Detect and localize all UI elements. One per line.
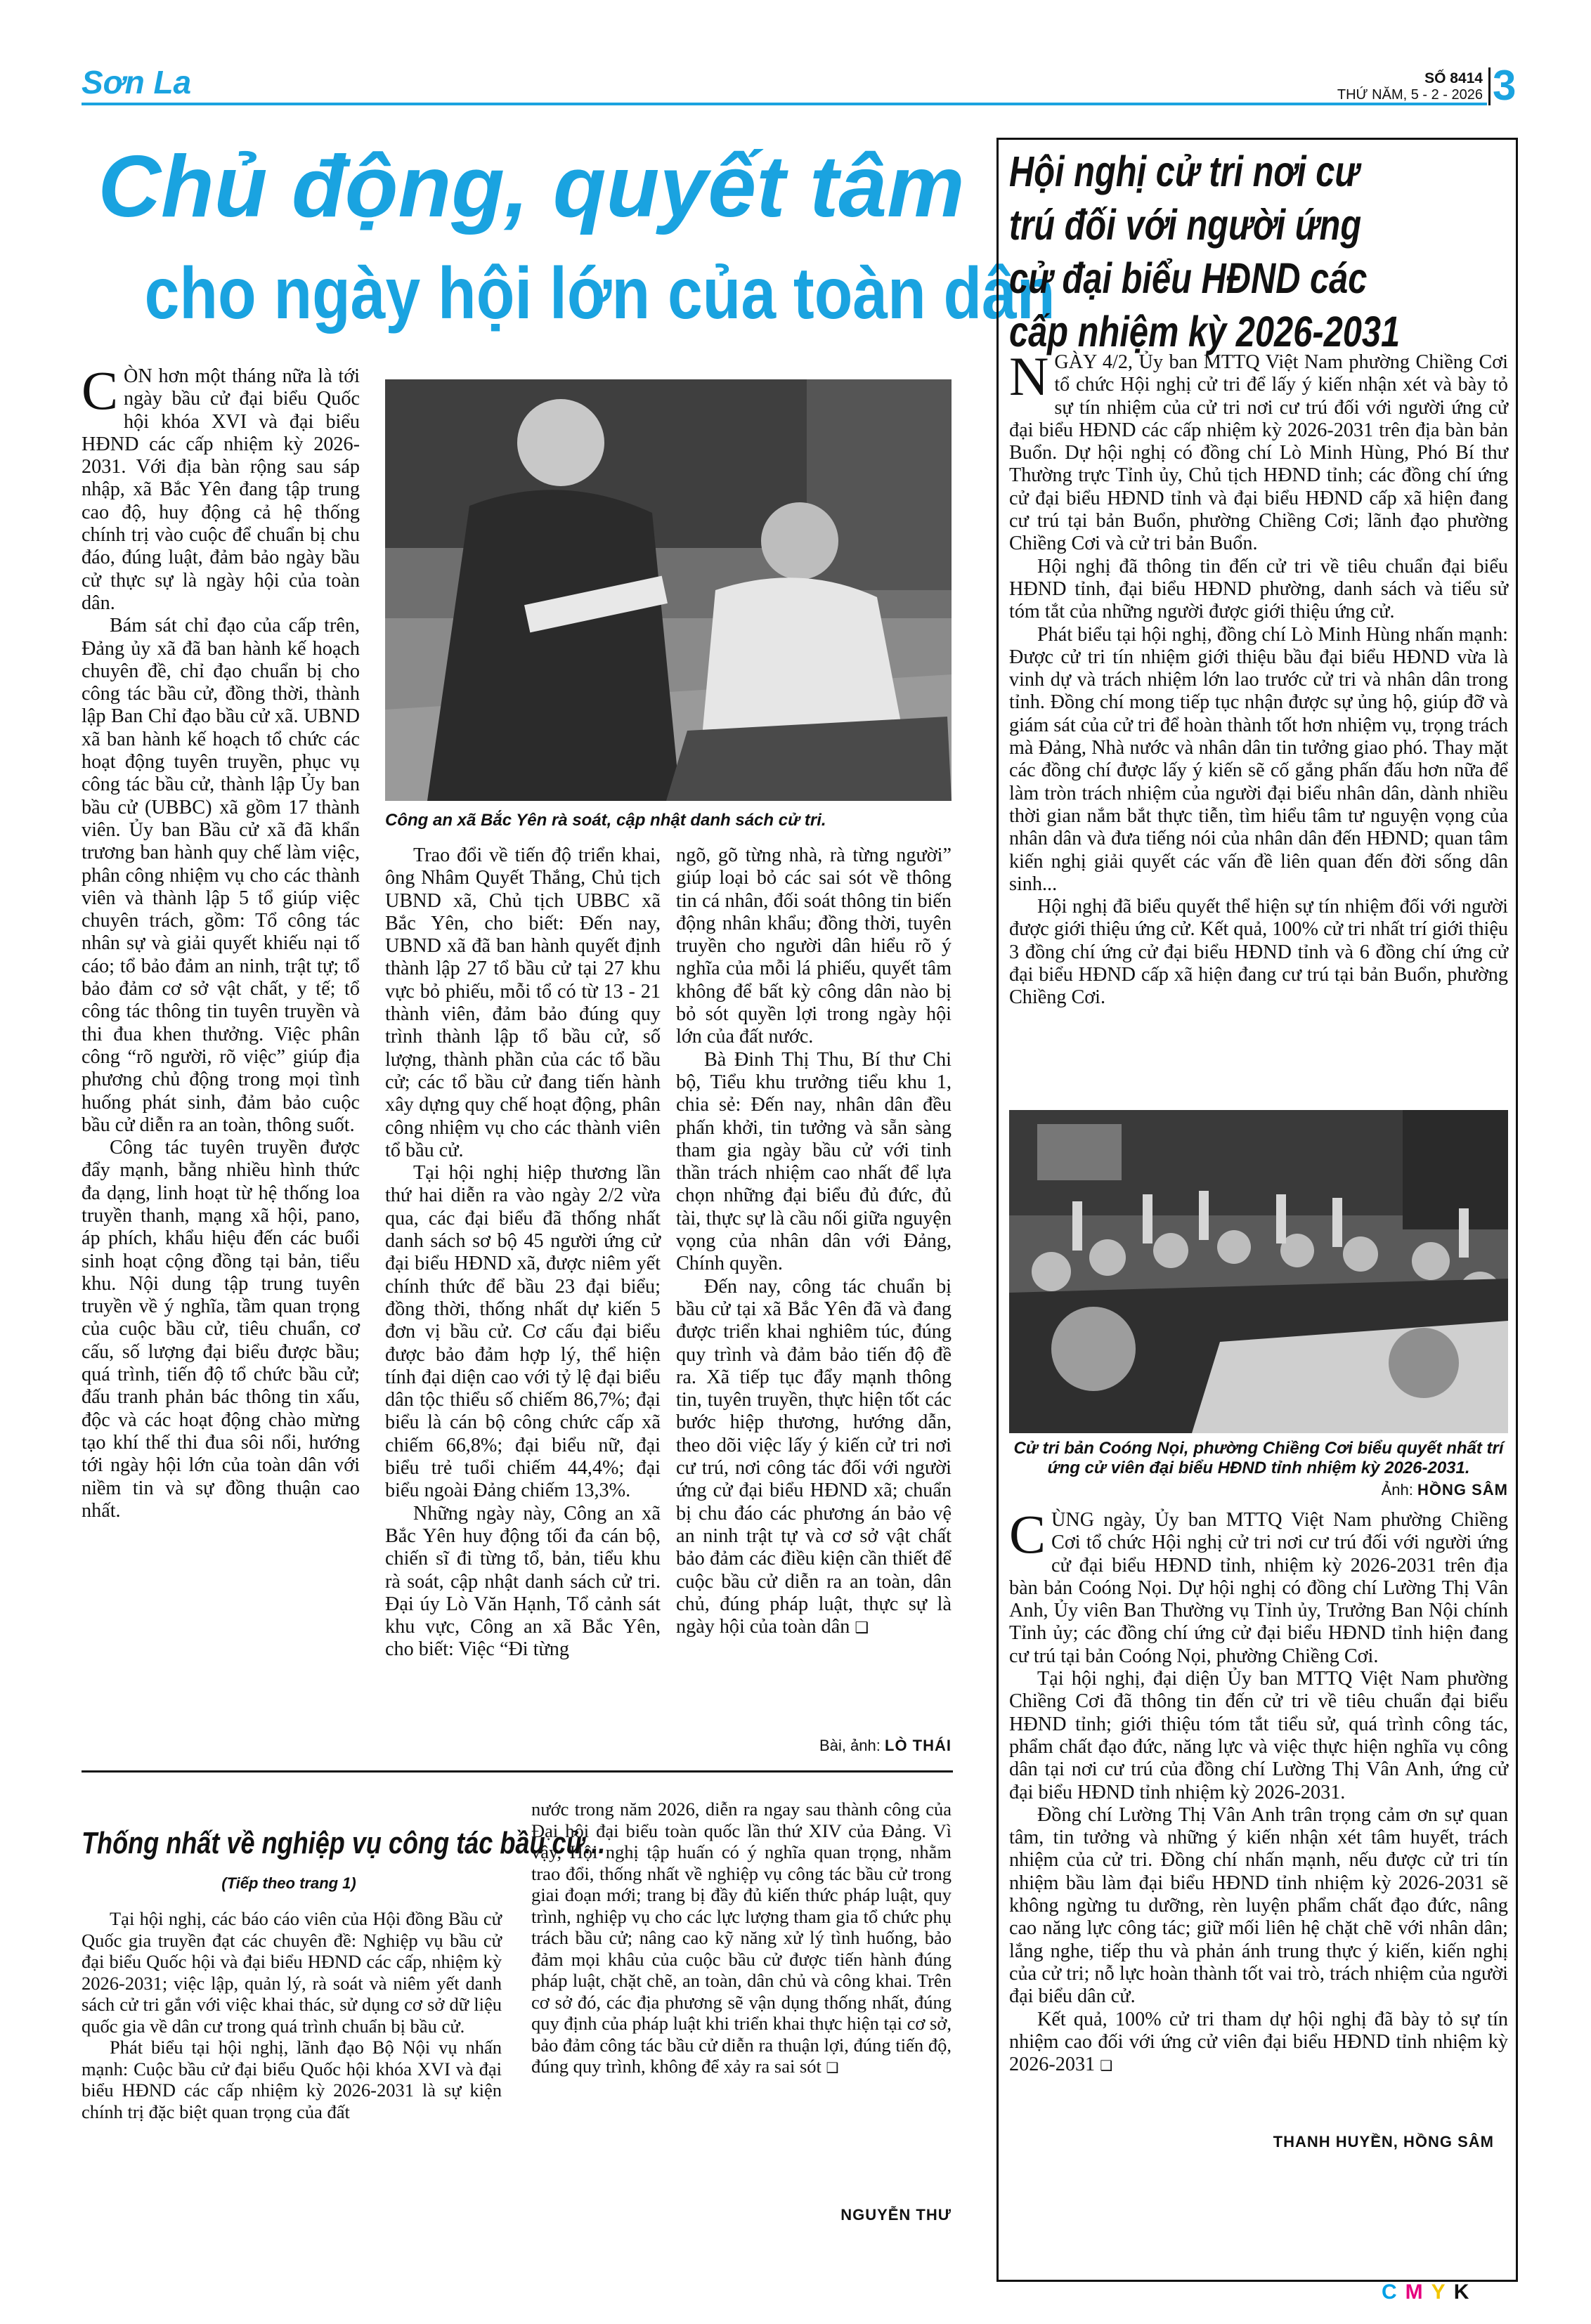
main-col1: [82, 360, 360, 1522]
photo-caption: Công an xã Bắc Yên rà soát, cập nhật danh sách cử tri.: [385, 811, 826, 830]
paragraph: Trao đổi về tiến độ triển khai, ông Nhâm Quyết Thắng, Chủ tịch UBND xã, Chủ tịch UBBC xã Bắc Yên, cho biết: Đến nay, UBND xã đã ban hành quyết định thành lập 27 tổ bầu cử tại 27 khu vực bỏ phiếu, mỗi tổ có từ 13 - 21 thành viên, đảm bảo đúng quy trình thành lập tổ bầu cử, số lượng, thành phần của các tổ bầu cử; các tổ bầu cử đang tiến hành xây dựng quy chế hoạt động, phân công nhiệm vụ cho các thành viên tổ bầu cử.: [385, 844, 661, 1161]
drop-cap: C: [1009, 1503, 1046, 1565]
cmyk-marks: [1382, 2280, 1477, 2304]
photo-voters-raising-hands: [1009, 1110, 1508, 1433]
main-col3: [676, 844, 952, 1639]
drop-cap: C: [82, 360, 119, 421]
credit-name: HỒNG SÂM: [1417, 1481, 1508, 1499]
main-byline: [676, 1737, 952, 1755]
credit-prefix: Ảnh:: [1381, 1481, 1413, 1499]
cmyk-k: K: [1453, 2280, 1478, 2304]
paragraph: Đến nay, công tác chuẩn bị bầu cử tại xã Bắc Yên đã và đang được triển khai nghiêm túc, đúng quy trình và đảm bảo tiến độ đề ra. Xã tiếp tục đẩy mạnh thông tin, tuyên truyền, thực hiện tốt các bước hiệp thương, hướng dẫn, theo dõi việc lấy ý kiến cử tri nơi cư trú, nơi công tác đối với người ứng cử đại biểu HĐND xã; chuẩn bị chu đáo các phương án bảo vệ an ninh trật tự và cơ sở vật chất bảo đảm các điều kiện cần thiết để cuộc bầu cử diễn ra an toàn, dân chủ, đúng pháp luật, thực sự là ngày hội của toàn dân: [676, 1275, 952, 1638]
continued-note: (Tiếp theo trang 1): [221, 1874, 356, 1892]
photo-credit: [1009, 1481, 1508, 1499]
paragraph: Tại hội nghị, đại diện Ủy ban MTTQ Việt Nam phường Chiềng Cơi đã thông tin đến cử tri về tiêu chuẩn đại biểu HĐND tỉnh; giới thiệu tóm tắt tiểu sử, quá trình công tác, phẩm chất đạo đức, năng lực và việc thực hiện nghĩa vụ công dân tại nơi cư trú của đồng chí Lường Thị Vân Anh, ứng cử đại biểu HĐND tỉnh nhiệm kỳ 2026-2031.: [1009, 1668, 1508, 1803]
sub-article-rule: [82, 1770, 953, 1773]
sub-col1: [82, 1908, 502, 2122]
page-number: 3: [1493, 62, 1517, 109]
paragraph: ÙNG ngày, Ủy ban MTTQ Việt Nam phường Chiềng Cơi tổ chức Hội nghị cử tri nơi cư trú đối với người ứng cử đại biểu HĐND tỉnh, nhiệm kỳ 2026-2031 trên địa bàn bản Coóng Nọi. Dự hội nghị có đồng chí Lường Thị Vân Anh, Ủy viên Ban Thường vụ Tỉnh ủy, Trưởng Ban Nội chính Tỉnh ủy; các đồng chí ứng cử đại biểu HĐND tỉnh hiện đang cư trú tại bản Coóng Nọi, phường Chiềng Cơi.: [1009, 1509, 1508, 1667]
photo-police-voter-list: [385, 379, 952, 801]
drop-cap: N: [1009, 346, 1049, 407]
byline-name: LÒ THÁI: [885, 1737, 952, 1754]
paragraph: Tại hội nghị, các báo cáo viên của Hội đồng Bầu cử Quốc gia truyền đạt các chuyên đề: Nghiệp vụ bầu cử đại biểu Quốc hội và đại biểu HĐND các cấp, nhiệm kỳ 2026-2031; việc lập, quản lý, rà soát và niêm yết danh sách cử tri gắn với việc khai thác, sử dụng cơ sở dữ liệu quốc gia về dân cư trong quá trình chuẩn bị bầu cử.: [82, 1908, 502, 2037]
paragraph: Hội nghị đã thông tin đến cử tri về tiêu chuẩn đại biểu HĐND tỉnh, đại biểu HĐND phường, danh sách và tiểu sử tóm tắt của những người được giới thiệu ứng cử.: [1009, 555, 1508, 623]
paragraph: Phát biểu tại hội nghị, đồng chí Lò Minh Hùng nhấn mạnh: Được cử tri tín nhiệm giới thiệu bầu đại biểu HĐND vừa là vinh dự và trách nhiệm lớn lao trước cử tri và nhân dân trong tỉnh. Đồng chí mong tiếp tục nhận được sự ủng hộ, giúp đỡ và giám sát của cử tri để hoàn thành tốt hơn nhiệm vụ, trọng trách mà Đảng, Nhà nước và nhân dân tin tưởng giao phó. Thay mặt các đồng chí được lấy ý kiến sẽ cố gắng phấn đấu hơn nữa để làm tròn trách nhiệm của người đại biểu nhân dân, dành nhiều thời gian nắm bắt thực tiễn, tìm hiểu tâm tư nguyện vọng của nhân dân và đưa tiếng nói của nhân dân đến HĐND; quan tâm kiến nghị giải quyết các vấn đề liên quan đến đời sống dân sinh...: [1009, 623, 1508, 895]
lead-paragraph: GÀY 4/2, Ủy ban MTTQ Việt Nam phường Chiềng Cơi tổ chức Hội nghị cử tri để lấy ý kiến nhận xét và bày tỏ sự tín nhiệm của cử tri nơi cư trú đối với người ứng cử đại biểu HĐND các cấp nhiệm kỳ 2026-2031 trên địa bàn bản Buổn. Dự hội nghị có đồng chí Lò Minh Hùng, Phó Bí thư Thường trực Tỉnh ủy, Chủ tịch HĐND tỉnh; các đồng chí ứng cử đại biểu HĐND tỉnh và đại biểu HĐND cấp xã hiện đang cư trú tại bản Buổn, phường Chiềng Cơi; lãnh đạo phường Chiềng Cơi và cử tri bản Buổn.: [1009, 351, 1508, 555]
lead-paragraph: ÒN hơn một tháng nữa là tới ngày bầu cử đại biểu Quốc hội khóa XVI và đại biểu HĐND các cấp nhiệm kỳ 2026-2031. Với địa bàn rộng sau sáp nhập, xã Bắc Yên đang tập trung cao độ, huy động cả hệ thống chính trị vào cuộc để chuẩn bị chu đáo, đúng luật, đảm bảo ngày bầu cử thực sự là ngày hội của toàn dân.: [82, 365, 360, 614]
sub-byline: [745, 2206, 952, 2224]
paragraph: Bám sát chỉ đạo của cấp trên, Đảng ủy xã đã ban hành kế hoạch chuyên đề, chỉ đạo chuẩn bị cho công tác bầu cử, đồng thời, thành lập Ban Chỉ đạo bầu cử xã. UBND xã ban hành kế hoạch tổ chức các hoạt động tuyên truyền, phục vụ công tác bầu cử, thành lập Ủy ban bầu cử (UBBC) xã gồm 17 thành viên. Ủy ban Bầu cử xã đã khẩn trương ban hành quy chế làm việc, phân công nhiệm vụ cho các thành viên và thành lập 5 tổ giúp việc chuyên trách, gồm: Tổ công tác nhân sự và giải quyết khiếu nại tố cáo; tổ bảo đảm an ninh, trật tự; tổ bảo đảm cơ sở vật chất, y tế; tổ công tác thông tin tuyên truyền và thi đua khen thưởng. Việc phân công “rõ người, rõ việc” giúp địa phương chủ động trong mọi tình huống phát sinh, đảm bảo cuộc bầu cử diễn ra an toàn, thông suốt.: [82, 615, 360, 1136]
section-label: Sơn La: [82, 64, 192, 100]
photo-caption: Cử tri bản Coóng Nọi, phường Chiềng Cơi biểu quyết nhất trí ứng cử viên đại biểu HĐND tỉnh nhiệm kỳ 2026-2031.: [1013, 1439, 1504, 1477]
header-rule: [82, 103, 1487, 105]
paragraph: Tại hội nghị hiệp thương lần thứ hai diễn ra vào ngày 2/2 vừa qua, các đại biểu đã thống nhất danh sách sơ bộ 45 người ứng cử đại biểu HĐND xã, được niêm yết chính thức để bầu 23 đại biểu; đồng thời, thống nhất dự kiến 5 đơn vị bầu cử. Cơ cấu đại biểu được bảo đảm hợp lý, thể hiện tính đại diện cao với tỷ lệ đại biểu dân tộc thiểu số chiếm 86,7%; đại biểu là cán bộ công chức cấp xã chiếm 66,8%; đại biểu nữ, đại biểu trẻ tuổi chiếm 44,4%; đại biểu ngoài Đảng chiếm 13,3%.: [385, 1162, 661, 1502]
byline-prefix: Bài, ảnh:: [819, 1737, 881, 1754]
end-mark: ❑: [855, 1619, 869, 1637]
main-title-line1: Chủ động, quyết tâm: [98, 138, 965, 235]
side-article-title: Hội nghị cử tri nơi cư trú đối với người ứng cử đại biểu HĐND các cấp nhiệm kỳ 2026-2031: [1009, 148, 1401, 355]
byline-name: NGUYỄN THƯ: [840, 2206, 952, 2224]
paragraph: Phát biểu tại hội nghị, lãnh đạo Bộ Nội vụ nhấn mạnh: Cuộc bầu cử đại biểu Quốc hội khóa XVI và đại biểu HĐND các cấp nhiệm kỳ 2026-2031 là sự kiện chính trị đặc biệt quan trọng của đất: [82, 2037, 502, 2122]
main-title-line2: cho ngày hội lớn của toàn dân: [144, 253, 1056, 334]
paragraph: Đồng chí Lường Thị Vân Anh trân trọng cảm ơn sự quan tâm, tin tưởng và những ý kiến nhận xét tâm huyết, trách nhiệm của cử tri. Đồng chí nhấn mạnh, nếu được cử tri tín nhiệm bầu làm đại biểu HĐND tỉnh nhiệm kỳ 2026-2031 sẽ không ngừng tu dưỡng, rèn luyện phẩm chất đạo đức, nâng cao năng lực công tác; giữ mối liên hệ chặt chẽ với nhân dân; lắng nghe, tiếp thu và phản ánh trung thực ý kiến, kiến nghị của cử tri; nỗ lực hoàn thành tốt vai trò, trách nhiệm của người đại biểu dân cử.: [1009, 1803, 1508, 2008]
paragraph: Công tác tuyên truyền được đẩy mạnh, bằng nhiều hình thức đa dạng, linh hoạt từ hệ thống loa truyền thanh, mạng xã hội, pano, áp phích, khẩu hiệu đến các buổi sinh hoạt cộng đồng tại bản, tiểu khu. Nội dung tập trung tuyên truyền về ý nghĩa, tầm quan trọng của cuộc bầu cử, tiêu chuẩn, cơ cấu, số lượng đại biểu được bầu; quá trình, tiến độ tổ chức bầu cử; đấu tranh phản bác thông tin xấu, độc và các hoạt động chào mừng tạo khí thế thi đua sôi nổi, hướng tới ngày hội lớn của toàn dân với niềm tin và sự đồng thuận cao nhất.: [82, 1137, 360, 1522]
side-col-bottom: [1009, 1503, 1508, 2077]
header-vertical-rule: [1488, 67, 1491, 105]
byline-name: THANH HUYỀN, HỒNG SÂM: [1273, 2133, 1494, 2150]
sub-article-title: Thống nhất về nghiệp vụ công tác bầu cử...: [82, 1826, 606, 1860]
issue-number: SỐ 8414: [1424, 70, 1483, 86]
main-col2: [385, 844, 661, 1662]
side-col-top: [1009, 346, 1508, 1010]
paragraph: nước trong năm 2026, diễn ra ngay sau thành công của Đại hội đại biểu toàn quốc lần thứ XIV của Đảng. Vì vậy, Hội nghị tập huấn có ý nghĩa quan trọng, nhằm trao đổi, thống nhất về nghiệp vụ công tác bầu cử trong giai đoạn mới; trang bị đầy đủ kiến thức pháp luật, quy trình, nghiệp vụ cho các lực lượng tham gia tổ chức phụ trách bầu cử; nâng cao kỹ năng xử lý tình huống, bảo đảm mọi khâu của cuộc bầu cử được tiến hành đúng pháp luật, chặt chẽ, an toàn, dân chủ và công khai. Trên cơ sở đó, các địa phương sẽ vận dụng thống nhất, đúng quy định của pháp luật khi triển khai thực hiện tại cơ sở, bảo đảm công tác bầu cử diễn ra thuận lợi, đúng tiến độ, đúng quy trình, không để xảy ra sai sót: [531, 1799, 952, 2077]
paragraph: ngõ, gõ từng nhà, rà từng người” giúp loại bỏ các sai sót về thông tin cá nhân, đối soát thông tin biến động nhân khẩu; đồng thời, tuyên truyền cho người dân hiểu rõ ý nghĩa của mỗi lá phiếu, quyết tâm không để bất kỳ công dân nào bị bỏ sót quyền lợi trong ngày hội lớn của đất nước.: [676, 844, 952, 1048]
cmyk-c: C: [1382, 2280, 1405, 2304]
end-mark: ❑: [1100, 2058, 1113, 2075]
paragraph: Hội nghị đã biểu quyết thể hiện sự tín nhiệm đối với người được giới thiệu ứng cử. Kết quả, 100% cử tri nhất trí giới thiệu 3 đồng chí ứng cử đại biểu HĐND tỉnh và 6 đồng chí ứng cử đại biểu HĐND cấp xã hiện đang cư trú tại bản Buổn, phường Chiềng Cơi.: [1009, 896, 1508, 1009]
paragraph: Kết quả, 100% cử tri tham dự hội nghị đã bày tỏ sự tín nhiệm cao đối với ứng cử viên đại biểu HĐND tỉnh nhiệm kỳ 2026-2031: [1009, 2008, 1508, 2076]
paragraph: Những ngày này, Công an xã Bắc Yên huy động tối đa cán bộ, chiến sĩ đi từng tổ, bản, tiểu khu rà soát, cập nhật danh sách cử tri. Đại úy Lò Văn Hạnh, Tổ cảnh sát khu vực, Công an xã Bắc Yên, cho biết: Việc “Đi từng: [385, 1502, 661, 1661]
end-mark: ❑: [826, 2061, 839, 2076]
paragraph: Bà Đinh Thị Thu, Bí thư Chi bộ, Tiểu khu trưởng tiểu khu 1, chia sẻ: Đến nay, nhân dân đều phấn khởi, tin tưởng và sẵn sàng tham gia ngày bầu cử với tinh thần trách nhiệm cao nhất để lựa chọn những đại biểu đủ đức, đủ tài, thực sự là cầu nối giữa nguyện vọng của nhân dân với Đảng, Chính quyền.: [676, 1048, 952, 1275]
cmyk-m: M: [1405, 2280, 1431, 2304]
side-byline: [1009, 2133, 1494, 2151]
sub-col2: [531, 1799, 952, 2080]
cmyk-y: Y: [1431, 2280, 1454, 2304]
issue-date: THỨ NĂM, 5 - 2 - 2026: [1337, 87, 1483, 103]
